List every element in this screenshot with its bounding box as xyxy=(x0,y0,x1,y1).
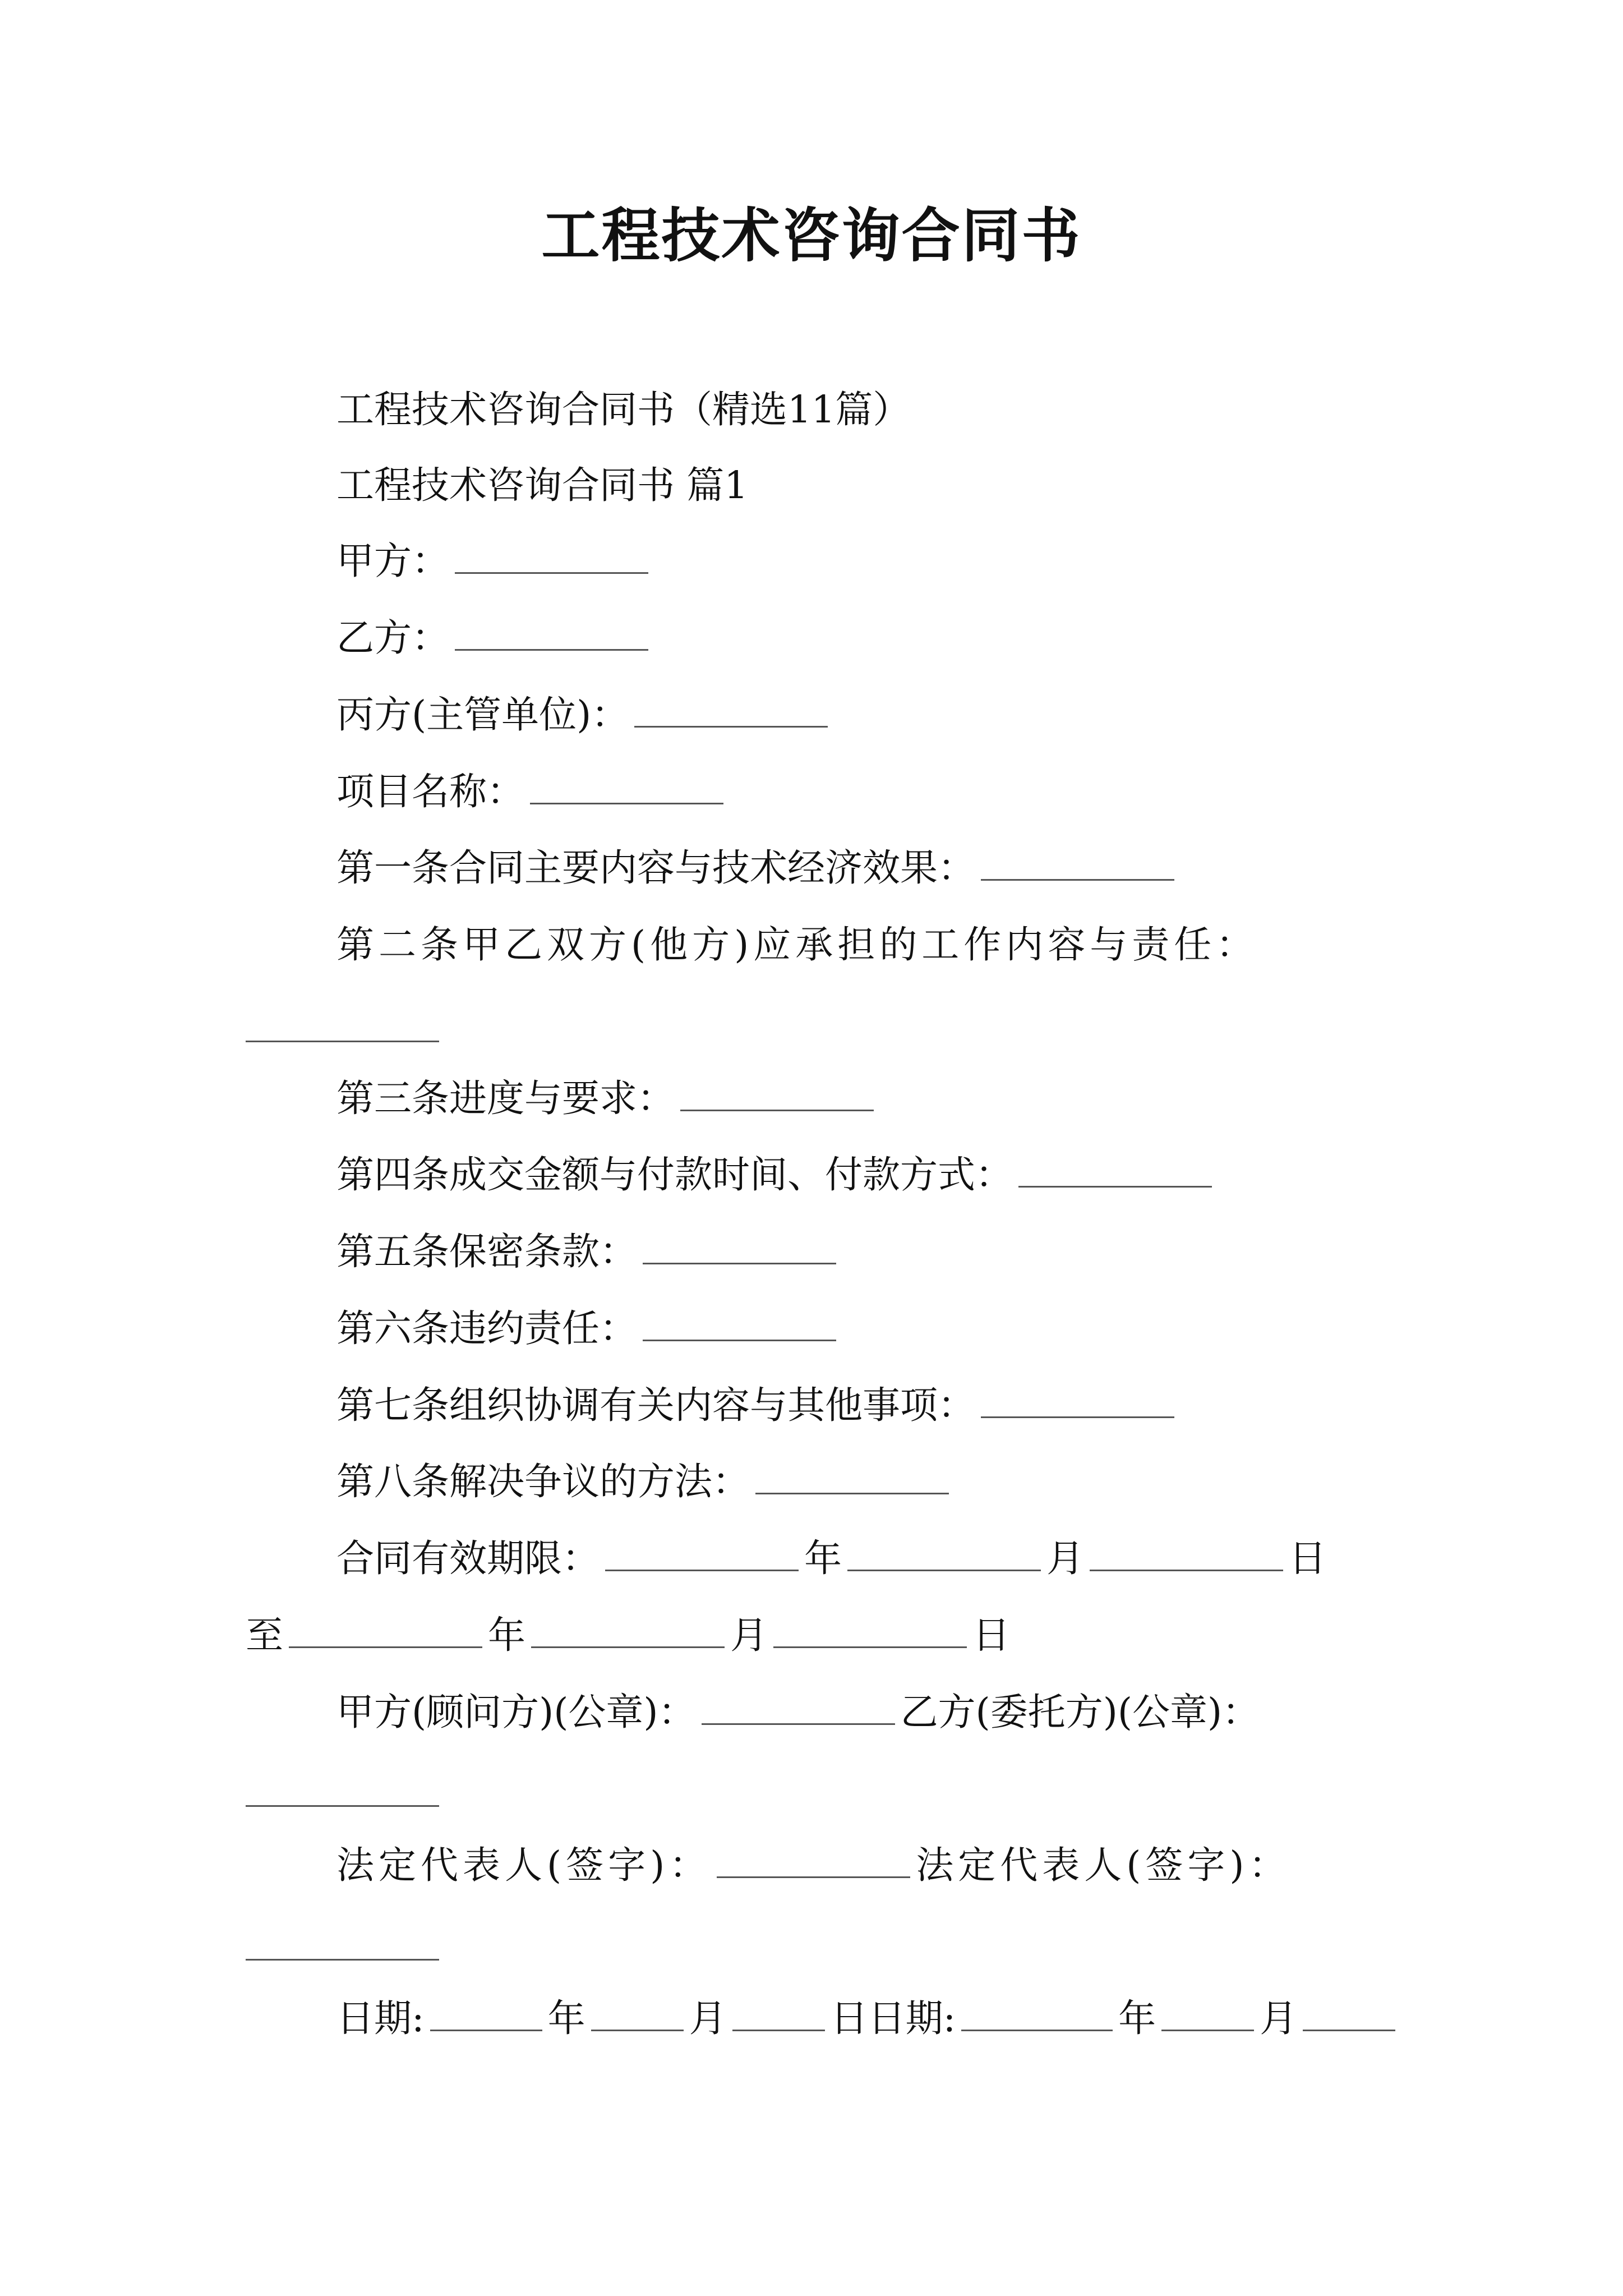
validity-end-day-blank[interactable] xyxy=(773,1614,967,1648)
clause6-label: 第六条违约责任： xyxy=(336,1306,637,1350)
validity-end-line xyxy=(246,1613,1010,1658)
validity-start-month-blank[interactable] xyxy=(847,1537,1041,1571)
project-name-label: 项目名称： xyxy=(336,770,524,813)
date-b-label: 日日期: xyxy=(830,1996,956,2040)
date-line xyxy=(336,1996,1401,2041)
party-a-blank[interactable] xyxy=(455,540,648,574)
date-a-day-blank[interactable] xyxy=(732,1997,825,2031)
party-b-blank[interactable] xyxy=(455,616,648,651)
clause5-blank[interactable] xyxy=(643,1230,836,1264)
project-name-line xyxy=(336,769,729,814)
collection-heading: 工程技术咨询合同书（精选11篇） xyxy=(336,388,911,431)
clause3-label: 第三条进度与要求： xyxy=(336,1076,675,1120)
date-label: 日期: xyxy=(336,1996,425,2040)
date-b-year-blank[interactable] xyxy=(961,1997,1113,2031)
clause6-blank[interactable] xyxy=(643,1307,836,1341)
clause3-line xyxy=(336,1076,879,1121)
seal-party-b-blank[interactable] xyxy=(246,1805,439,1807)
clause6-line xyxy=(336,1306,842,1351)
rep-b-blank[interactable] xyxy=(246,1959,439,1961)
validity-to-label: 至 xyxy=(246,1613,283,1657)
clause2-blank[interactable] xyxy=(246,1041,439,1042)
document-title: 工程技术咨询合同书 xyxy=(541,201,1082,270)
party-c-label: 丙方(主管单位)： xyxy=(336,693,629,737)
clause5-label: 第五条保密条款： xyxy=(336,1230,637,1273)
clause7-label: 第七条组织协调有关内容与其他事项： xyxy=(336,1383,975,1427)
article-heading: 工程技术咨询合同书 篇1 xyxy=(336,463,748,507)
clause1-line xyxy=(336,845,1180,890)
clause1-blank[interactable] xyxy=(981,846,1174,881)
validity-end-day-label: 日 xyxy=(972,1613,1010,1657)
party-b-label: 乙方： xyxy=(336,616,449,660)
date-b-month-label: 月 xyxy=(1260,1996,1298,2040)
party-a-label: 甲方： xyxy=(336,539,449,583)
date-b-month-blank[interactable] xyxy=(1161,1997,1254,2031)
party-b-line xyxy=(336,615,654,660)
clause4-blank[interactable] xyxy=(1018,1153,1212,1188)
validity-day-label: 日 xyxy=(1289,1536,1326,1580)
party-a-line xyxy=(336,539,654,583)
clause1-label: 第一条合同主要内容与技术经济效果： xyxy=(336,846,975,890)
date-b-year-label: 年 xyxy=(1118,1996,1156,2040)
validity-start-year-blank[interactable] xyxy=(605,1537,799,1571)
date-a-year-label: 年 xyxy=(547,1996,585,2040)
seal-party-a-blank[interactable] xyxy=(702,1691,895,1725)
clause5-line xyxy=(336,1229,842,1274)
validity-end-month-label: 月 xyxy=(730,1613,768,1657)
rep-line xyxy=(336,1843,1291,1888)
seal-party-b-label: 乙方(委托方)(公章)： xyxy=(900,1690,1260,1734)
validity-end-year-label: 年 xyxy=(488,1613,525,1657)
clause8-line xyxy=(336,1459,955,1504)
seal-party-a-label: 甲方(顾问方)(公章)： xyxy=(336,1690,696,1734)
clause2-label: 第二条甲乙双方(他方)应承担的工作内容与责任： xyxy=(336,923,1258,967)
clause8-label: 第八条解决争议的方法： xyxy=(336,1460,750,1503)
rep-a-blank[interactable] xyxy=(717,1844,910,1878)
date-a-month-blank[interactable] xyxy=(591,1997,684,2031)
party-c-blank[interactable] xyxy=(634,693,828,728)
clause3-blank[interactable] xyxy=(680,1077,874,1111)
validity-start-day-blank[interactable] xyxy=(1090,1537,1283,1571)
clause7-blank[interactable] xyxy=(981,1384,1174,1418)
validity-line xyxy=(336,1536,1326,1581)
date-a-month-label: 月 xyxy=(689,1996,727,2040)
clause4-label: 第四条成交金额与付款时间、付款方式： xyxy=(336,1153,1013,1197)
seal-line xyxy=(336,1690,1260,1734)
clause2-line xyxy=(336,922,1258,967)
rep-b-label: 法定代表人(签字)： xyxy=(916,1843,1291,1887)
validity-year-label: 年 xyxy=(804,1536,842,1580)
validity-end-year-blank[interactable] xyxy=(289,1614,482,1648)
clause7-line xyxy=(336,1383,1180,1428)
date-b-day-blank[interactable] xyxy=(1303,1997,1395,2031)
party-c-line xyxy=(336,692,833,737)
project-name-blank[interactable] xyxy=(530,770,723,804)
clause4-line xyxy=(336,1152,1218,1197)
validity-end-month-blank[interactable] xyxy=(531,1614,725,1648)
date-a-year-blank[interactable] xyxy=(430,1997,542,2031)
rep-a-label: 法定代表人(签字)： xyxy=(336,1843,712,1887)
validity-month-label: 月 xyxy=(1046,1536,1084,1580)
validity-label: 合同有效期限： xyxy=(336,1536,600,1580)
clause8-blank[interactable] xyxy=(755,1460,949,1494)
